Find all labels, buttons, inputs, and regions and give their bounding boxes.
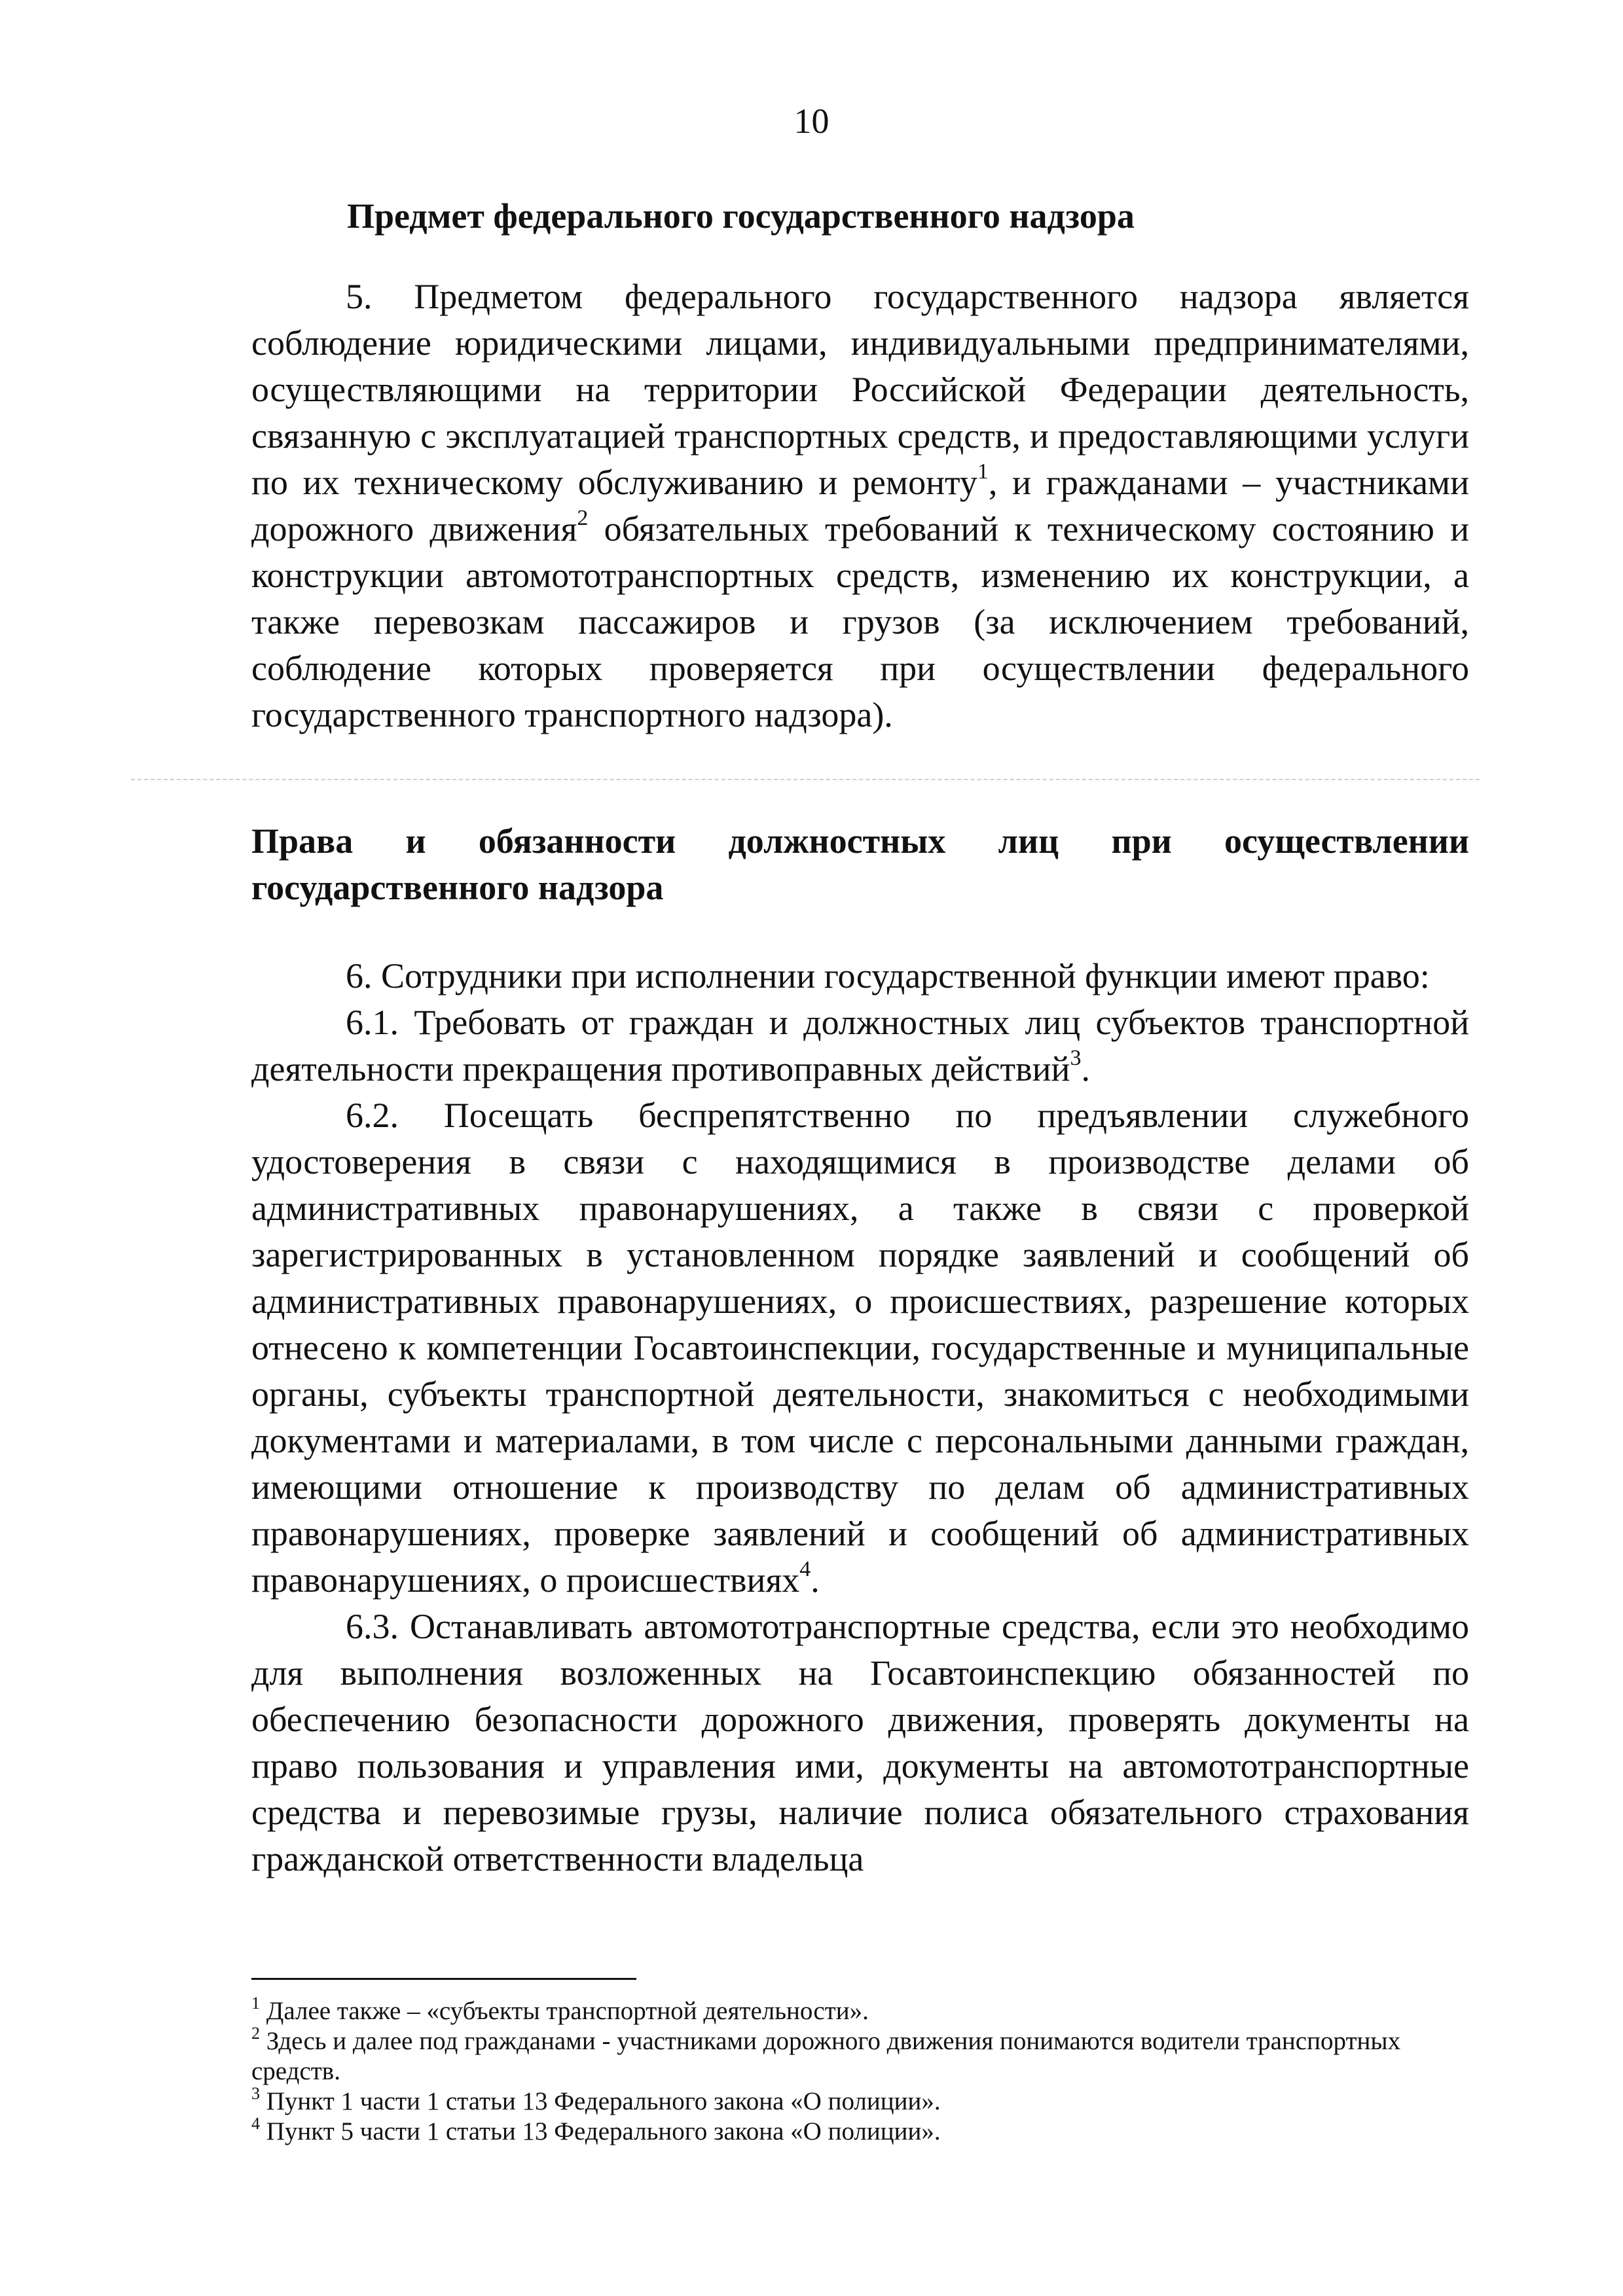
paragraph-6-1-text: 6.1. Требовать от граждан и должностных лиц субъектов транспортной деятельности прекращения противоправных действий [251, 1003, 1469, 1088]
footnote-number: 4 [251, 2114, 260, 2133]
page-number: 10 [793, 101, 830, 141]
section-heading-rights: Права и обязанности должностных лиц при осуществлении государственного надзора [251, 821, 1469, 907]
footnote-text: Пункт 5 части 1 статьи 13 Федерального закона «О полиции». [266, 2117, 941, 2145]
footnote-3 [251, 2084, 1469, 2117]
section-subject-body [251, 274, 1469, 738]
footnote-4 [251, 2114, 1469, 2147]
footnote-2 [251, 2026, 1469, 2087]
paragraph-6-1 [251, 999, 1469, 1092]
paragraph-5-text-3: обязательных требований к техническому состоянию и конструкции автомототранспортных средств, изменению их конструкции, а также перевозкам пассажиров и грузов (за исключением требований, соблюдение которых проверяется при осуществлении федерального государственного транспортного надзора). [251, 509, 1469, 734]
paragraph-6-1-end: . [1081, 1049, 1090, 1088]
paragraph-6-2 [251, 1092, 1469, 1604]
paragraph-5-text: 5. Предметом федерального государственного надзора является соблюдение юридическими лицами, индивидуальными предпринимателями, осуществляющими на территории Российской Федерации деятельность, связанную с эксплуатацией транспортных средств, и предоставляющими услуги по их техническому обслуживанию и ремонту [251, 277, 1469, 502]
paragraph-6: 6. Сотрудники при исполнении государственной функции имеют право: [346, 956, 1430, 996]
footnote-text: Пункт 1 части 1 статьи 13 Федерального закона «О полиции». [266, 2087, 941, 2115]
paragraph-6-3: 6.3. Останавливать автомототранспортные средства, если это необходимо для выполнения возложенных на Госавтоинспекцию обязанностей по обеспечению безопасности дорожного движения, проверять документы на право пользования и управления ими, документы на автомототранспортные средства и перевозимые грузы, наличие полиса обязательного страхования гражданской ответственности владельца [251, 1607, 1469, 1878]
footnote-ref-1: 1 [977, 459, 989, 484]
footnote-number: 3 [251, 2084, 260, 2103]
footnote-number: 2 [251, 2024, 260, 2043]
section-rights-body [251, 953, 1469, 1882]
footnote-ref-2: 2 [577, 506, 589, 530]
footnote-text: Далее также – «субъекты транспортной деятельности». [266, 1997, 869, 2025]
paragraph-6-2-text: 6.2. Посещать беспрепятственно по предъявлении служебного удостоверения в связи с находящимися в производстве делами об административных правонарушениях, а также в связи с проверкой зарегистрированных в установленном порядке заявлений и сообщений об административных правонарушениях, о происшествиях, разрешение которых отнесено к компетенции Госавтоинспекции, государственные и муниципальные органы, субъекты транспортной деятельности, знакомиться с необходимыми документами и материалами, в том числе с персональными данными граждан, имеющими отношение к производству по делам об административных правонарушениях, проверке заявлений и сообщений об административных правонарушениях, о происшествиях [251, 1096, 1469, 1600]
footnote-ref-4: 4 [799, 1557, 811, 1581]
footnotes [251, 1996, 1469, 2147]
footnote-text: Здесь и далее под гражданами - участниками дорожного движения понимаются водители транспортных средств. [251, 2027, 1401, 2085]
paragraph-6-2-end: . [811, 1560, 820, 1600]
paragraph-5 [251, 274, 1469, 738]
footnote-ref-3: 3 [1070, 1046, 1082, 1070]
footnote-separator [251, 1978, 636, 1980]
section-heading-subject: Предмет федерального государственного надзора [347, 196, 1135, 236]
scan-artifact-line [131, 779, 1480, 780]
footnote-number: 1 [251, 1994, 260, 2013]
paragraph-5-text-2: , и гражданами – участниками дорожного движения [251, 463, 1469, 548]
footnote-1 [251, 1996, 1469, 2026]
